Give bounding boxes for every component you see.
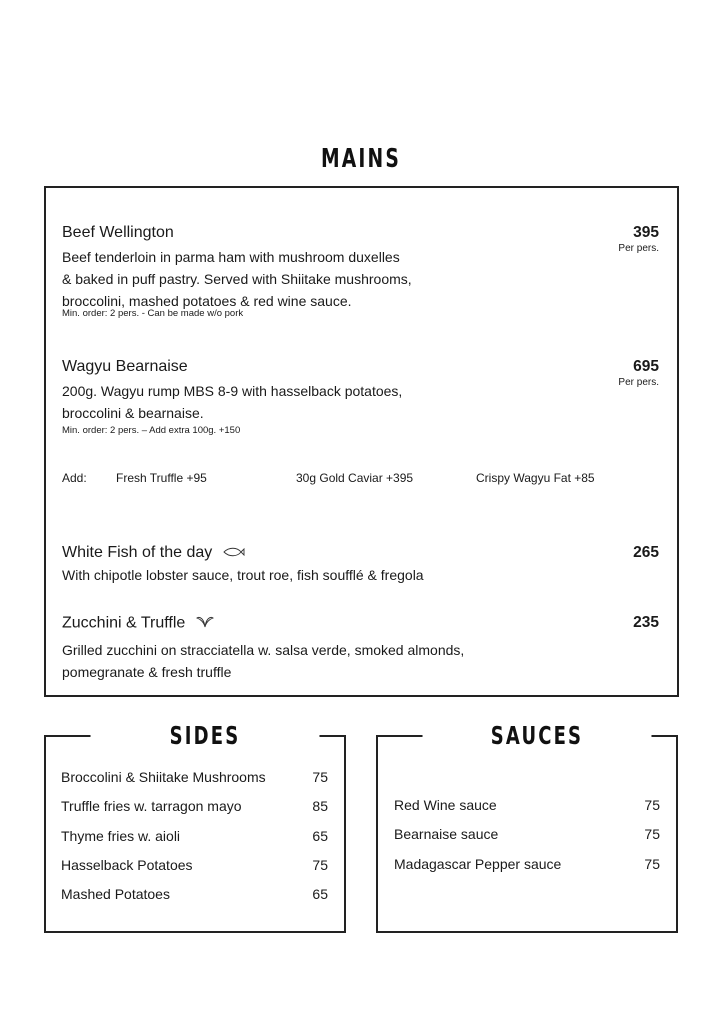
sauce-item-price: 75 xyxy=(644,797,660,813)
side-item-price: 65 xyxy=(312,828,328,844)
fish-icon xyxy=(223,544,245,562)
description-line: & baked in puff pastry. Served with Shiitake mushrooms, xyxy=(62,271,412,287)
sauces-title: SAUCES xyxy=(482,721,592,750)
side-item-price: 75 xyxy=(312,857,328,873)
side-item-label: Hasselback Potatoes xyxy=(61,857,193,873)
side-item-price: 85 xyxy=(312,798,328,814)
dish-description-beef-wellington xyxy=(62,246,412,312)
description-line: 200g. Wagyu rump MBS 8-9 with hasselback potatoes, xyxy=(62,383,403,399)
dish-description-white-fish xyxy=(62,564,424,586)
sauce-item-label: Red Wine sauce xyxy=(394,797,497,813)
sauces-title-wrap xyxy=(423,721,652,750)
side-item-label: Broccolini & Shiitake Mushrooms xyxy=(61,769,266,785)
dish-price-wagyu-bearnaise: 695 xyxy=(633,358,659,375)
side-item-price: 75 xyxy=(312,769,328,785)
description-line: Beef tenderloin in parma ham with mushroom duxelles xyxy=(62,249,400,265)
dish-price-beef-wellington: 395 xyxy=(633,224,659,241)
description-line: Grilled zucchini on stracciatella w. salsa verde, smoked almonds, xyxy=(62,642,465,658)
dish-name-text: White Fish of the day xyxy=(62,544,213,562)
dish-name-beef-wellington: Beef Wellington xyxy=(62,224,174,241)
side-item-label: Mashed Potatoes xyxy=(61,886,170,902)
addon-item: 30g Gold Caviar +395 xyxy=(296,471,414,485)
description-line: broccolini, mashed potatoes & red wine sauce. xyxy=(62,293,352,309)
side-item-price: 65 xyxy=(312,886,328,902)
sides-box xyxy=(44,721,346,933)
dish-price-white-fish: 265 xyxy=(633,544,659,561)
dish-note-wagyu-bearnaise: Min. order: 2 pers. – Add extra 100g. +150 xyxy=(62,425,241,436)
sauces-box xyxy=(376,721,678,933)
dish-name-zucchini-truffle xyxy=(62,614,214,633)
addon-item: Fresh Truffle +95 xyxy=(116,471,207,485)
sides-title: SIDES xyxy=(161,721,249,750)
description-line: broccolini & bearnaise. xyxy=(62,405,204,421)
dish-description-zucchini-truffle xyxy=(62,639,464,683)
mains-title: MAINS xyxy=(320,144,402,174)
mains-box xyxy=(44,186,679,697)
addon-item: Crispy Wagyu Fat +85 xyxy=(476,471,595,485)
dish-description-wagyu-bearnaise xyxy=(62,380,402,424)
sauce-item-label: Bearnaise sauce xyxy=(394,826,499,842)
dish-note-beef-wellington: Min. order: 2 pers. - Can be made w/o pork xyxy=(62,308,244,319)
sides-title-wrap xyxy=(91,721,320,750)
per-person-label: Per pers. xyxy=(618,243,659,254)
description-line: pomegranate & fresh truffle xyxy=(62,664,232,680)
addons-label: Add: xyxy=(62,471,87,485)
sauce-item-price: 75 xyxy=(644,856,660,872)
side-item-label: Thyme fries w. aioli xyxy=(61,828,181,844)
dish-name-text: Zucchini & Truffle xyxy=(62,614,186,632)
dish-price-zucchini-truffle: 235 xyxy=(633,614,659,631)
per-person-label: Per pers. xyxy=(618,377,659,388)
sauce-item-price: 75 xyxy=(644,826,660,842)
leaf-icon xyxy=(196,614,214,633)
dish-name-white-fish xyxy=(62,544,245,562)
description-line: With chipotle lobster sauce, trout roe, fish soufflé & fregola xyxy=(62,567,424,583)
dish-name-wagyu-bearnaise: Wagyu Bearnaise xyxy=(62,358,188,375)
sauce-item-label: Madagascar Pepper sauce xyxy=(394,856,562,872)
side-item-label: Truffle fries w. tarragon mayo xyxy=(61,798,242,814)
